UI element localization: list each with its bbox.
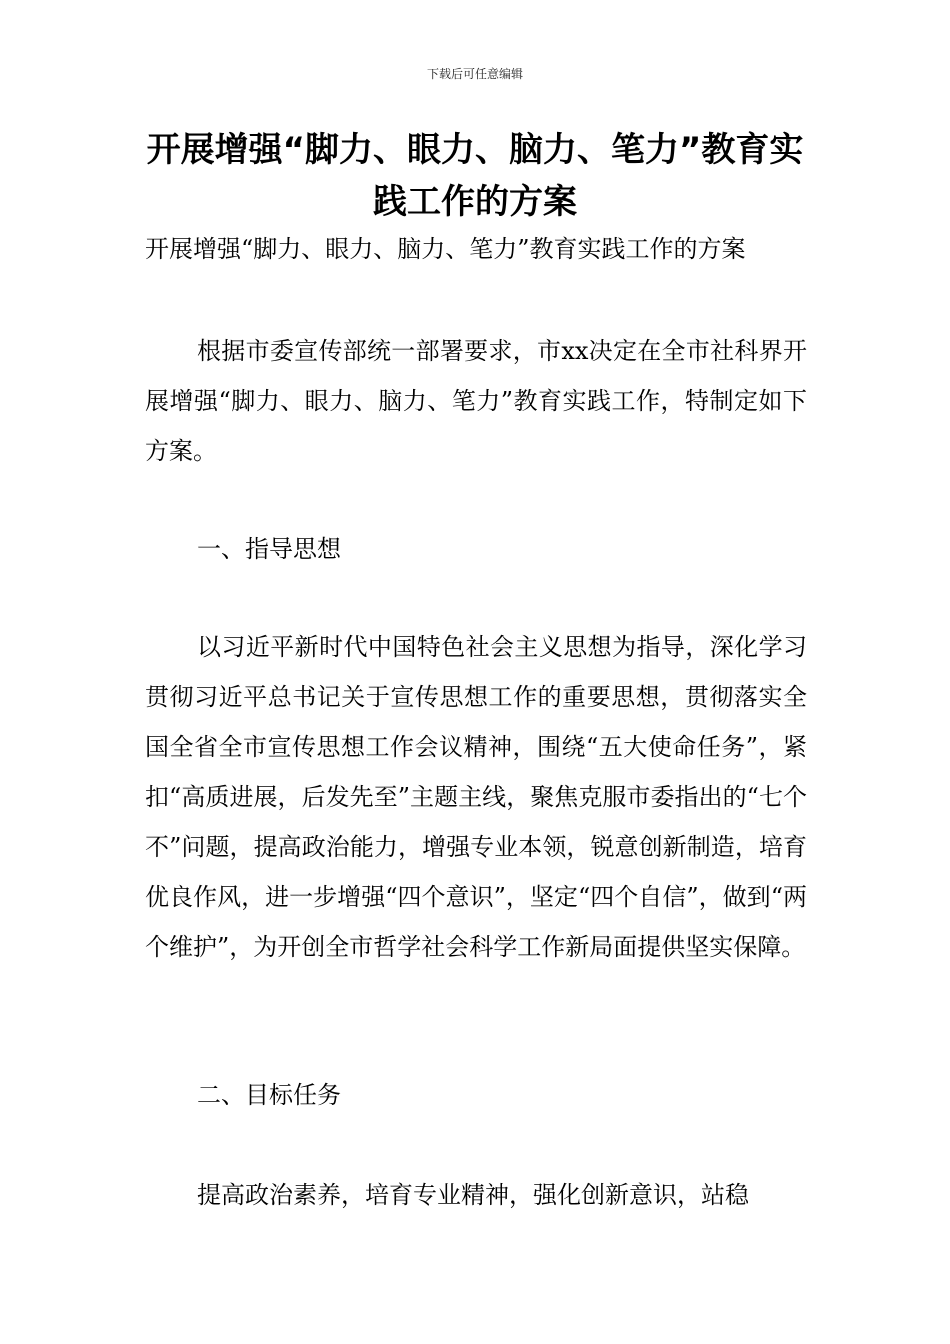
section-paragraph-guiding-thought: 以习近平新时代中国特色社会主义思想为指导，深化学习贯彻习近平总书记关于宣传思想工作的重要思想，贯彻落实全国全省全市宣传思想工作会议精神，围绕“五大使命任务”，紧扣“高质进展，后发先至”主题主线，聚焦克服市委指出的“七个不”问题，提高政治能力，增强专业本领，锐意创新制造，培育优良作风，进一步增强“四个意识”，坚定“四个自信”，做到“两个维护”，为开创全市哲学社会科学工作新局面提供坚实保障。 (145, 633, 807, 961)
document-subtitle: 开展增强“脚力、眼力、脑力、笔力”教育实践工作的方案 (145, 235, 746, 263)
section-paragraph-goals: 提高政治素养，培育专业精神，强化创新意识，站稳 (197, 1181, 749, 1209)
page-header-note: 下载后可任意编辑 (426, 67, 523, 81)
intro-paragraph: 根据市委宣传部统一部署要求，市xx决定在全市社科界开展增强“脚力、眼力、脑力、笔力”教育实践工作，特制定如下方案。 (145, 337, 807, 465)
section-heading-guiding-thought: 一、指导思想 (197, 535, 341, 563)
section-heading-goals: 二、目标任务 (197, 1081, 341, 1109)
document-title: 开展增强“脚力、眼力、脑力、笔力”教育实践工作的方案 (146, 130, 804, 222)
